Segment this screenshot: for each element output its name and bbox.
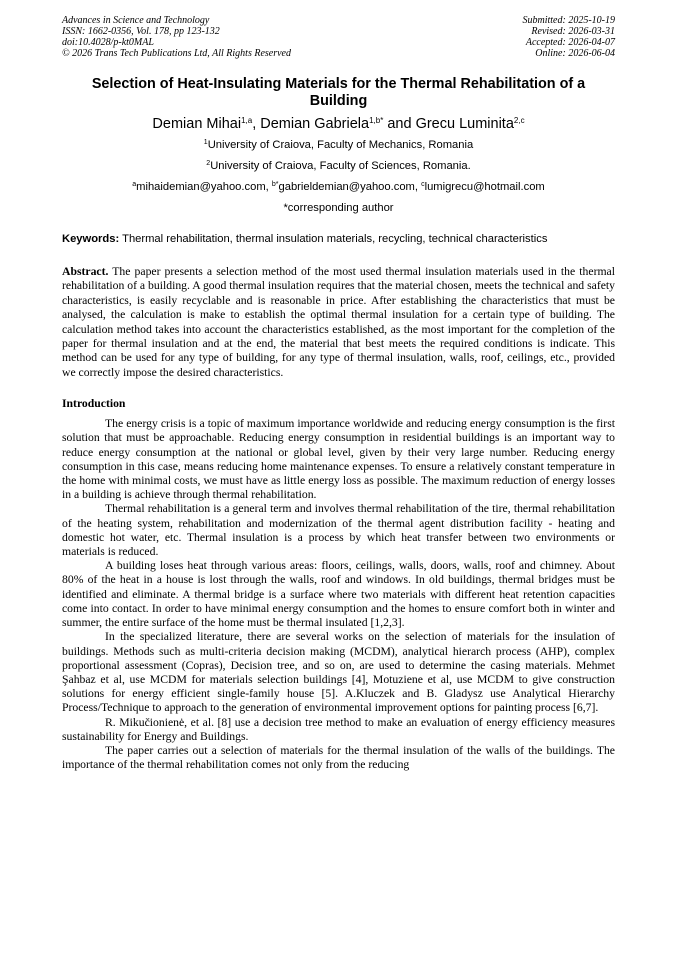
date-online: Online: 2026-06-04 (535, 48, 615, 59)
paragraph: Thermal rehabilitation is a general term and involves thermal rehabilitation of the tire, thermal rehabilitation of the heating system, rehabilitation and modernization of the thermal agent distribution facility - heating and domestic hot water, etc. Thermal insulation is a process by which heat transfer between two environments or materials is reduced. (62, 502, 615, 559)
affiliation-mark: 1 (203, 139, 208, 146)
author-name: Demian Gabriela (260, 116, 370, 132)
date-accepted: Accepted: 2026-04-07 (525, 37, 615, 48)
journal-copyright: © 2026 Trans Tech Publications Ltd, All Rights Reserved (62, 48, 291, 59)
date-revised: Revised: 2026-03-31 (531, 26, 615, 37)
email-text: mihaidemian@yahoo.com, (136, 181, 272, 193)
paragraph: The energy crisis is a topic of maximum importance worldwide and reducing energy consumption is the first solution that must be approachable. Reducing energy consumption in residential buildings is an important way to reduce energy consumption at the national or global level, given by their very large number. Reducing energy consumption in this case, means reducing home maintenance expenses. To ensure a relatively constant temperature in the home with minimal costs, we must have as little energy loss as possible. The maximum reduction of energy losses in a building is achieve through thermal rehabilitation. (62, 417, 615, 502)
paragraph: R. Mikučionienė, et al. [8] use a decision tree method to make an evaluation of energy efficiency measures sustainability for Energy and Buildings. (62, 715, 615, 743)
section-heading-introduction: Introduction (62, 397, 126, 411)
corresponding-author-note: *corresponding author (283, 202, 394, 214)
affiliation-text: University of Craiova, Faculty of Mechanics, Romania (207, 139, 474, 151)
keywords-label: Keywords: (62, 233, 120, 245)
journal-issn: ISSN: 1662-0356, Vol. 178, pp 123-132 (62, 26, 220, 37)
paragraph: A building loses heat through various areas: floors, ceilings, walls, doors, walls, roof and chimney. About 80% of the heat in a house is lost through the walls, roof and windows. In old buildings, thermal bridges must be identified and eliminate. A thermal bridge is a surface where two materials with different heat retention capacities come into contact. In order to have minimal energy consumption and the homes to ensure comfort both in winter and summer, the entire surface of the home must be thermal insulated [1,2,3]. (62, 559, 615, 630)
journal-name: Advances in Science and Technology (62, 15, 210, 26)
paper-page (62, 15, 615, 772)
author-separator: , (252, 116, 261, 132)
email-text: gabrieldemian@yahoo.com, (278, 181, 422, 193)
paper-title: Selection of Heat-Insulating Materials for the Thermal Rehabilitation of a Building (91, 76, 586, 109)
author-separator: and (383, 116, 416, 132)
author-emails (62, 180, 615, 194)
author-name: Demian Mihai (152, 116, 242, 132)
keywords-text: Thermal rehabilitation, thermal insulation materials, recycling, technical characteristics (119, 233, 548, 245)
affiliation-2 (62, 159, 615, 173)
publication-dates (523, 15, 616, 59)
journal-info (62, 15, 291, 59)
keywords (62, 232, 615, 246)
author-affil-mark: 1,b* (369, 116, 384, 125)
author-affil-mark: 2,c (513, 116, 525, 125)
paragraph: The paper carries out a selection of materials for the thermal insulation of the walls of the buildings. The importance of the thermal rehabilitation comes not only from the reducing (62, 743, 615, 772)
journal-header (62, 15, 615, 59)
author-name: Grecu Luminita (415, 116, 514, 132)
email-mark: b* (271, 181, 279, 188)
affiliation-mark: 2 (206, 160, 211, 167)
introduction-body (62, 417, 615, 772)
affiliation-1 (62, 138, 615, 152)
author-list (62, 115, 615, 133)
email-mark: a (132, 181, 137, 188)
email-text: lumigrecu@hotmail.com (424, 181, 545, 193)
author-affil-mark: 1,a (241, 116, 253, 125)
abstract (62, 265, 615, 380)
email-mark: c (421, 181, 425, 188)
abstract-label: Abstract. (62, 265, 109, 278)
journal-doi: doi:10.4028/p-kt0MAL (62, 37, 154, 48)
affiliation-text: University of Craiova, Faculty of Sciences, Romania. (210, 160, 471, 172)
date-submitted: Submitted: 2025-10-19 (522, 15, 615, 26)
paragraph: In the specialized literature, there are several works on the selection of materials for the insulation of buildings. Methods such as multi-criteria decision making (MCDM), analytical hierarch process (AHP), complex proportional assessment (Copras), Decision tree, and so on, are used to determine the casing materials. Mehmet Şahbaz et al, use MCDM for materials selection buildings [4], Motuziene et al, use MCDM to give construction solutions for energy efficient single-family house [5]. A.Kluczek and B. Gladysz use Analytical Hierarchy Process/Technique to approach to the generation of environmental improvement options for painting process [6,7]. (62, 630, 615, 715)
abstract-text: The paper presents a selection method of the most used thermal insulation materials used in the thermal rehabilitation of a building. A good thermal insulation requires that the material chosen, meets the technical and safety characteristics, is easily recyclable and is reasonable in price. After establishing the characteristics that must be analysed, the calculation is make to establish the optimal thermal insulation for a certain type of building. The calculation method takes into account the characteristics established, as the most important for the completion of the paper for thermal insulation and at the end, the material that best meets the required conditions is indicate. This method can be used for any type of building, for any type of thermal insulation, walls, roof, ceilings, etc., provided we correctly impose the desired characteristics. (62, 265, 615, 379)
